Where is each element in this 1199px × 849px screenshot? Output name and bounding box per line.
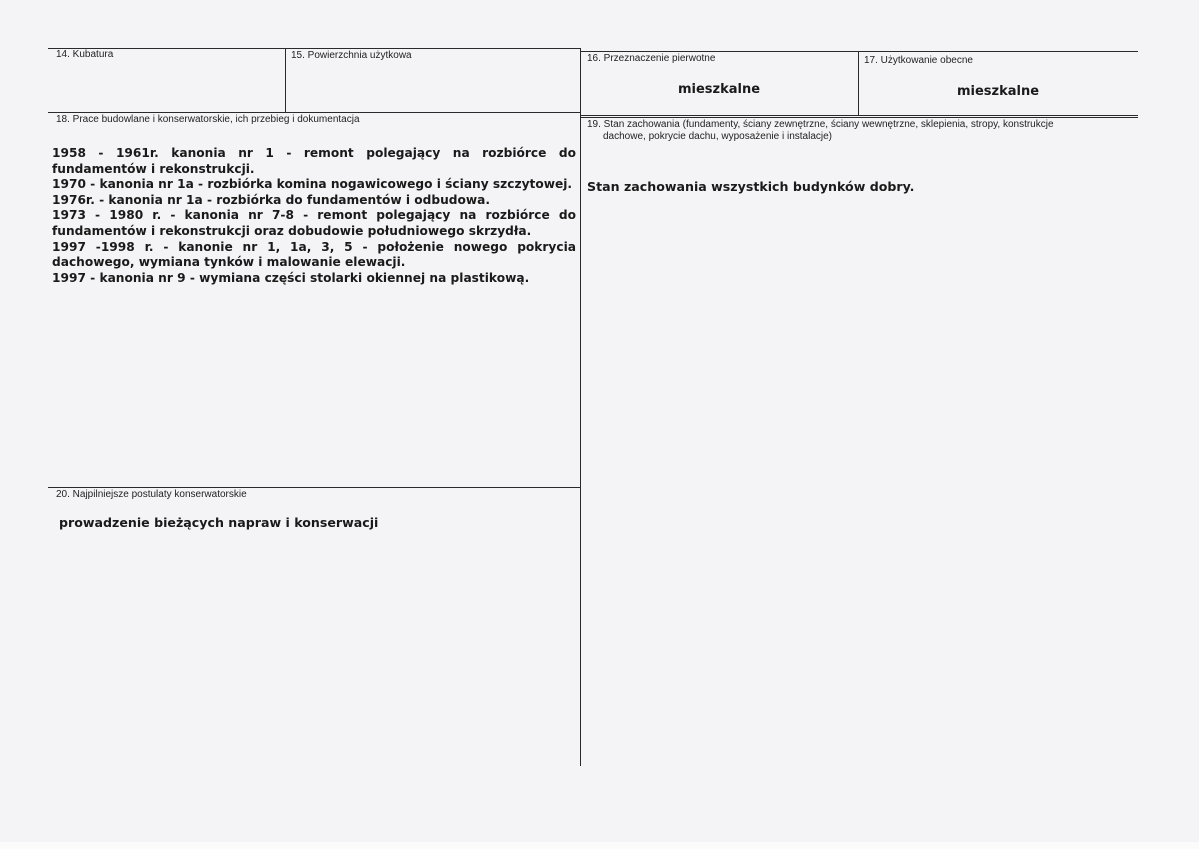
f20-top-border [48, 487, 580, 488]
field-19-value: Stan zachowania wszystkich budynków dobry. [587, 179, 915, 194]
work-entry: 1976r. - kanonia nr 1a - rozbiórka do fundamentów i odbudowa. [52, 192, 490, 207]
top-row-top-border [48, 48, 580, 49]
top-row-bottom-border [48, 112, 580, 113]
divider-15-16 [580, 48, 581, 766]
field-18-label: 18. Prace budowlane i konserwatorskie, ich przebieg i dokumentacja [56, 114, 360, 125]
work-entry: 1997 -1998 r. - kanonie nr 1, 1a, 3, 5 - położenie nowego pokrycia dachowego, wymiana tynków i malowanie elewacji. [52, 239, 576, 270]
divider-16-17 [858, 51, 859, 115]
field-17-value: mieszkalne [956, 84, 1040, 99]
work-entry: 1973 - 1980 r. - kanonia nr 7-8 - remont polegający na rozbiórce do fundamentów i rekonstrukcji oraz dobudowie południowego skrzydła. [52, 208, 576, 238]
work-entry: 1958 - 1961r. kanonia nr 1 - remont polegający na rozbiórce do fundamentów i rekonstrukcji. [52, 146, 576, 176]
work-entry: 1997 - kanonia nr 9 - wymiana części stolarki okiennej na plastikową. [52, 270, 530, 285]
field-20-value: prowadzenie bieżących napraw i konserwacji [59, 515, 379, 530]
work-entry: 1970 - kanonia nr 1a - rozbiórka komina nogawicowego i ściany szczytowej. [52, 177, 573, 192]
top-row-top-border-right [580, 51, 1138, 52]
field-16-label: 16. Przeznaczenie pierwotne [587, 53, 716, 64]
f19-top-border [580, 117, 1138, 118]
field-14-label: 14. Kubatura [56, 49, 114, 60]
field-15-label: 15. Powierzchnia użytkowa [291, 50, 412, 61]
field-19-label-line1: 19. Stan zachowania (fundamenty, ściany zewnętrzne, ściany wewnętrzne, sklepienia, stropy, konstrukcje [587, 119, 1054, 130]
divider-14-15 [285, 48, 286, 112]
field-17-label: 17. Użytkowanie obecne [864, 55, 973, 66]
field-20-label: 20. Najpilniejsze postulaty konserwatorskie [56, 489, 247, 500]
field-19-label-line2: dachowe, pokrycie dachu, wyposażenie i instalacje) [603, 131, 833, 142]
top-row-bottom-border-right [580, 115, 1138, 116]
field-16-value: mieszkalne [677, 82, 761, 97]
page-bottom-edge [0, 842, 1199, 849]
field-18-entries [52, 146, 576, 286]
